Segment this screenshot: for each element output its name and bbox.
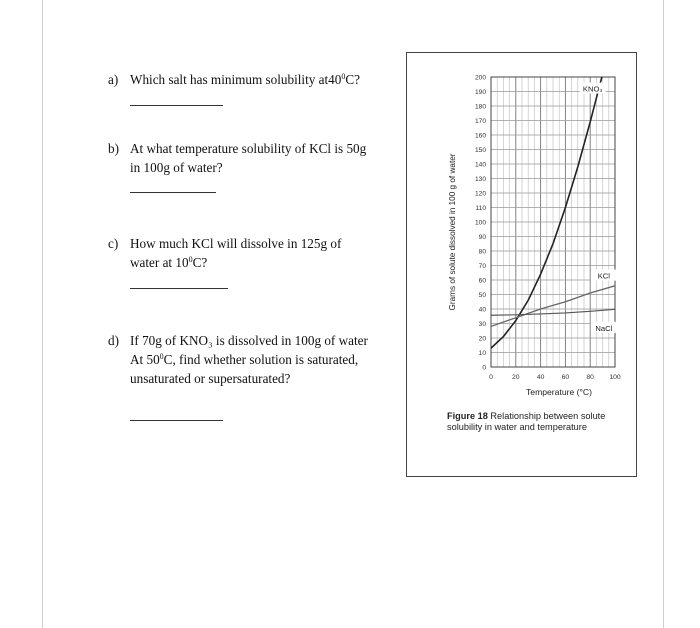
x-tick-label: 100: [609, 374, 621, 381]
y-tick-label: 180: [474, 103, 486, 111]
y-tick-label: 20: [478, 335, 486, 343]
y-tick-label: 150: [474, 147, 486, 154]
question-text: Which salt has minimum solubility $at40^0C$?: [130, 72, 361, 87]
y-tick-label: 50: [478, 292, 486, 299]
x-axis-title: Temperature (°C): [526, 387, 592, 397]
question-text-line2: in 100g of water?: [130, 160, 223, 175]
y-tick-label: 40: [478, 306, 486, 314]
y-tick-label: 70: [478, 263, 486, 270]
y-tick-label: 140: [474, 161, 486, 169]
question-text-line2: water at $10^0C$?: [130, 255, 208, 270]
y-tick-label: 170: [474, 118, 486, 125]
y-tick-label: 80: [478, 248, 486, 256]
y-tick-label: 160: [474, 132, 486, 140]
question-text: How much KCl will dissolve in 125g of: [130, 236, 342, 251]
y-tick-label: 110: [475, 205, 486, 212]
question-text: If 70g of KNO₃ is dissolved in 100g of water: [130, 333, 368, 348]
question-text-line2: At $50^0C$, find whether solution is saturated,: [130, 352, 359, 367]
question-label: d): [108, 333, 119, 348]
y-tick-label: 30: [478, 321, 486, 328]
question-label: c): [108, 236, 119, 251]
y-tick-label: 100: [474, 219, 486, 227]
y-tick-label: 200: [474, 74, 486, 82]
x-tick-label: 0: [489, 374, 493, 381]
y-tick-label: 0: [482, 364, 486, 372]
y-tick-label: 120: [474, 190, 486, 198]
y-tick-label: 90: [478, 234, 486, 241]
x-tick-label: 80: [586, 374, 594, 381]
series-label-nacl: NaCl: [595, 323, 613, 333]
y-tick-label: 190: [474, 89, 486, 96]
question-label: b): [108, 141, 119, 156]
y-tick-label: 60: [478, 277, 486, 285]
y-tick-label: 130: [474, 176, 486, 183]
figure-caption-text: Relationship between solute solubility in water and temperature: [447, 411, 606, 432]
figure-number: Figure 18: [447, 411, 488, 421]
question-label: a): [108, 72, 119, 87]
x-tick-label: 20: [512, 374, 520, 381]
figure-caption: [447, 411, 632, 432]
y-tick-label: 10: [478, 350, 486, 357]
series-label-kcl: KCl: [597, 271, 610, 281]
x-tick-label: 40: [536, 374, 545, 381]
x-tick-label: 60: [561, 374, 570, 381]
series-label-kno3: KNO₃: [582, 84, 603, 94]
y-axis-title: Grams of solute dissolved in 100 g of water: [448, 153, 457, 311]
question-text-line3: unsaturated or supersaturated?: [130, 371, 291, 386]
question-text: At what temperature solubility of KCl is 50g: [130, 141, 367, 156]
